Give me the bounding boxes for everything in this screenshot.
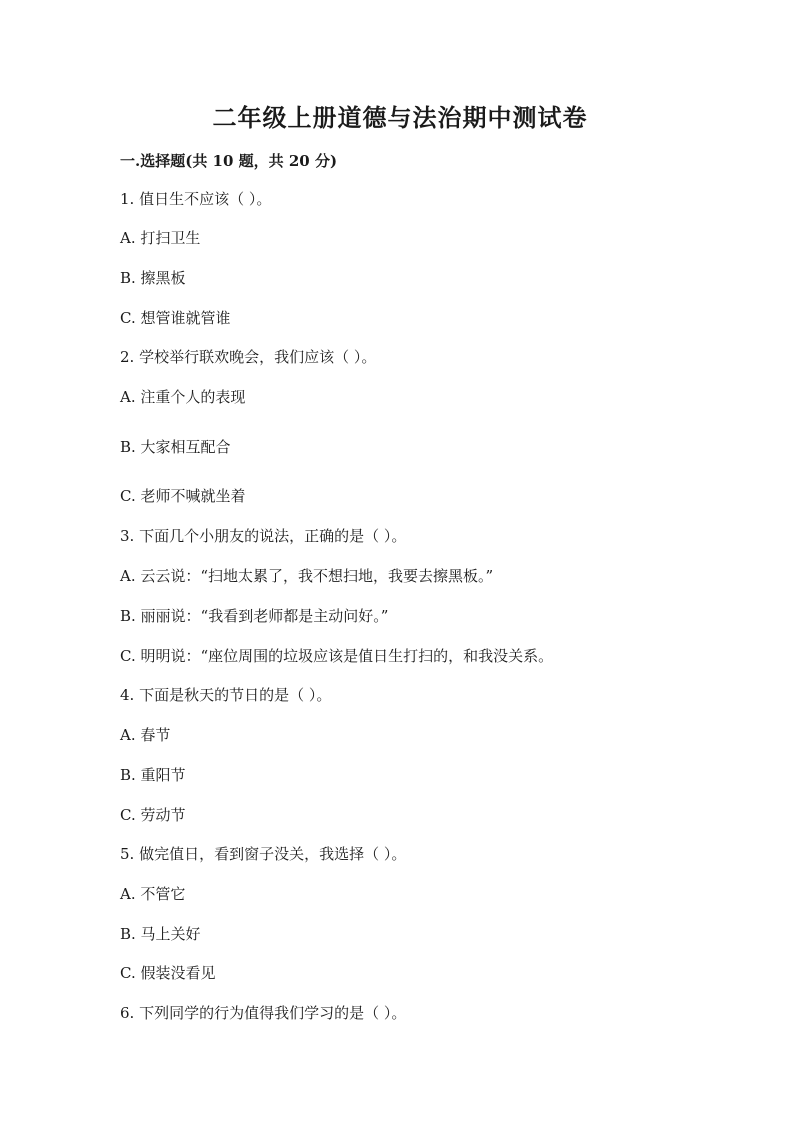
option-5a: A. 不管它 bbox=[120, 885, 186, 903]
option-1b: B. 擦黑板 bbox=[120, 269, 186, 287]
option-4b: B. 重阳节 bbox=[120, 766, 186, 784]
question-5: 5. 做完值日，看到窗子没关，我选择（ ）。 bbox=[120, 845, 407, 863]
question-1: 1. 值日生不应该（ ）。 bbox=[120, 190, 272, 208]
option-5b: B. 马上关好 bbox=[120, 925, 201, 943]
page-title: 二年级上册道德与法治期中测试卷 bbox=[212, 103, 588, 132]
option-3b: B. 丽丽说：“我看到老师都是主动问好。” bbox=[120, 607, 389, 625]
section-heading: 一.选择题(共 10 题，共 20 分) bbox=[120, 152, 338, 170]
option-2c: C. 老师不喊就坐着 bbox=[120, 487, 246, 505]
option-4a: A. 春节 bbox=[120, 726, 171, 744]
question-2: 2. 学校举行联欢晚会，我们应该（ ）。 bbox=[120, 348, 377, 366]
option-2b: B. 大家相互配合 bbox=[120, 438, 231, 456]
question-3: 3. 下面几个小朋友的说法，正确的是（ ）。 bbox=[120, 527, 407, 545]
question-6: 6. 下列同学的行为值得我们学习的是（ ）。 bbox=[120, 1004, 407, 1022]
option-1c: C. 想管谁就管谁 bbox=[120, 309, 231, 327]
option-2a: A. 注重个人的表现 bbox=[120, 388, 246, 406]
option-3a: A. 云云说：“扫地太累了，我不想扫地，我要去擦黑板。” bbox=[120, 567, 494, 585]
option-1a: A. 打扫卫生 bbox=[120, 229, 201, 247]
question-4: 4. 下面是秋天的节日的是（ ）。 bbox=[120, 686, 332, 704]
option-3c: C. 明明说：“座位周围的垃圾应该是值日生打扫的，和我没关系。 bbox=[120, 647, 554, 665]
option-4c: C. 劳动节 bbox=[120, 806, 186, 824]
option-5c: C. 假装没看见 bbox=[120, 964, 216, 982]
